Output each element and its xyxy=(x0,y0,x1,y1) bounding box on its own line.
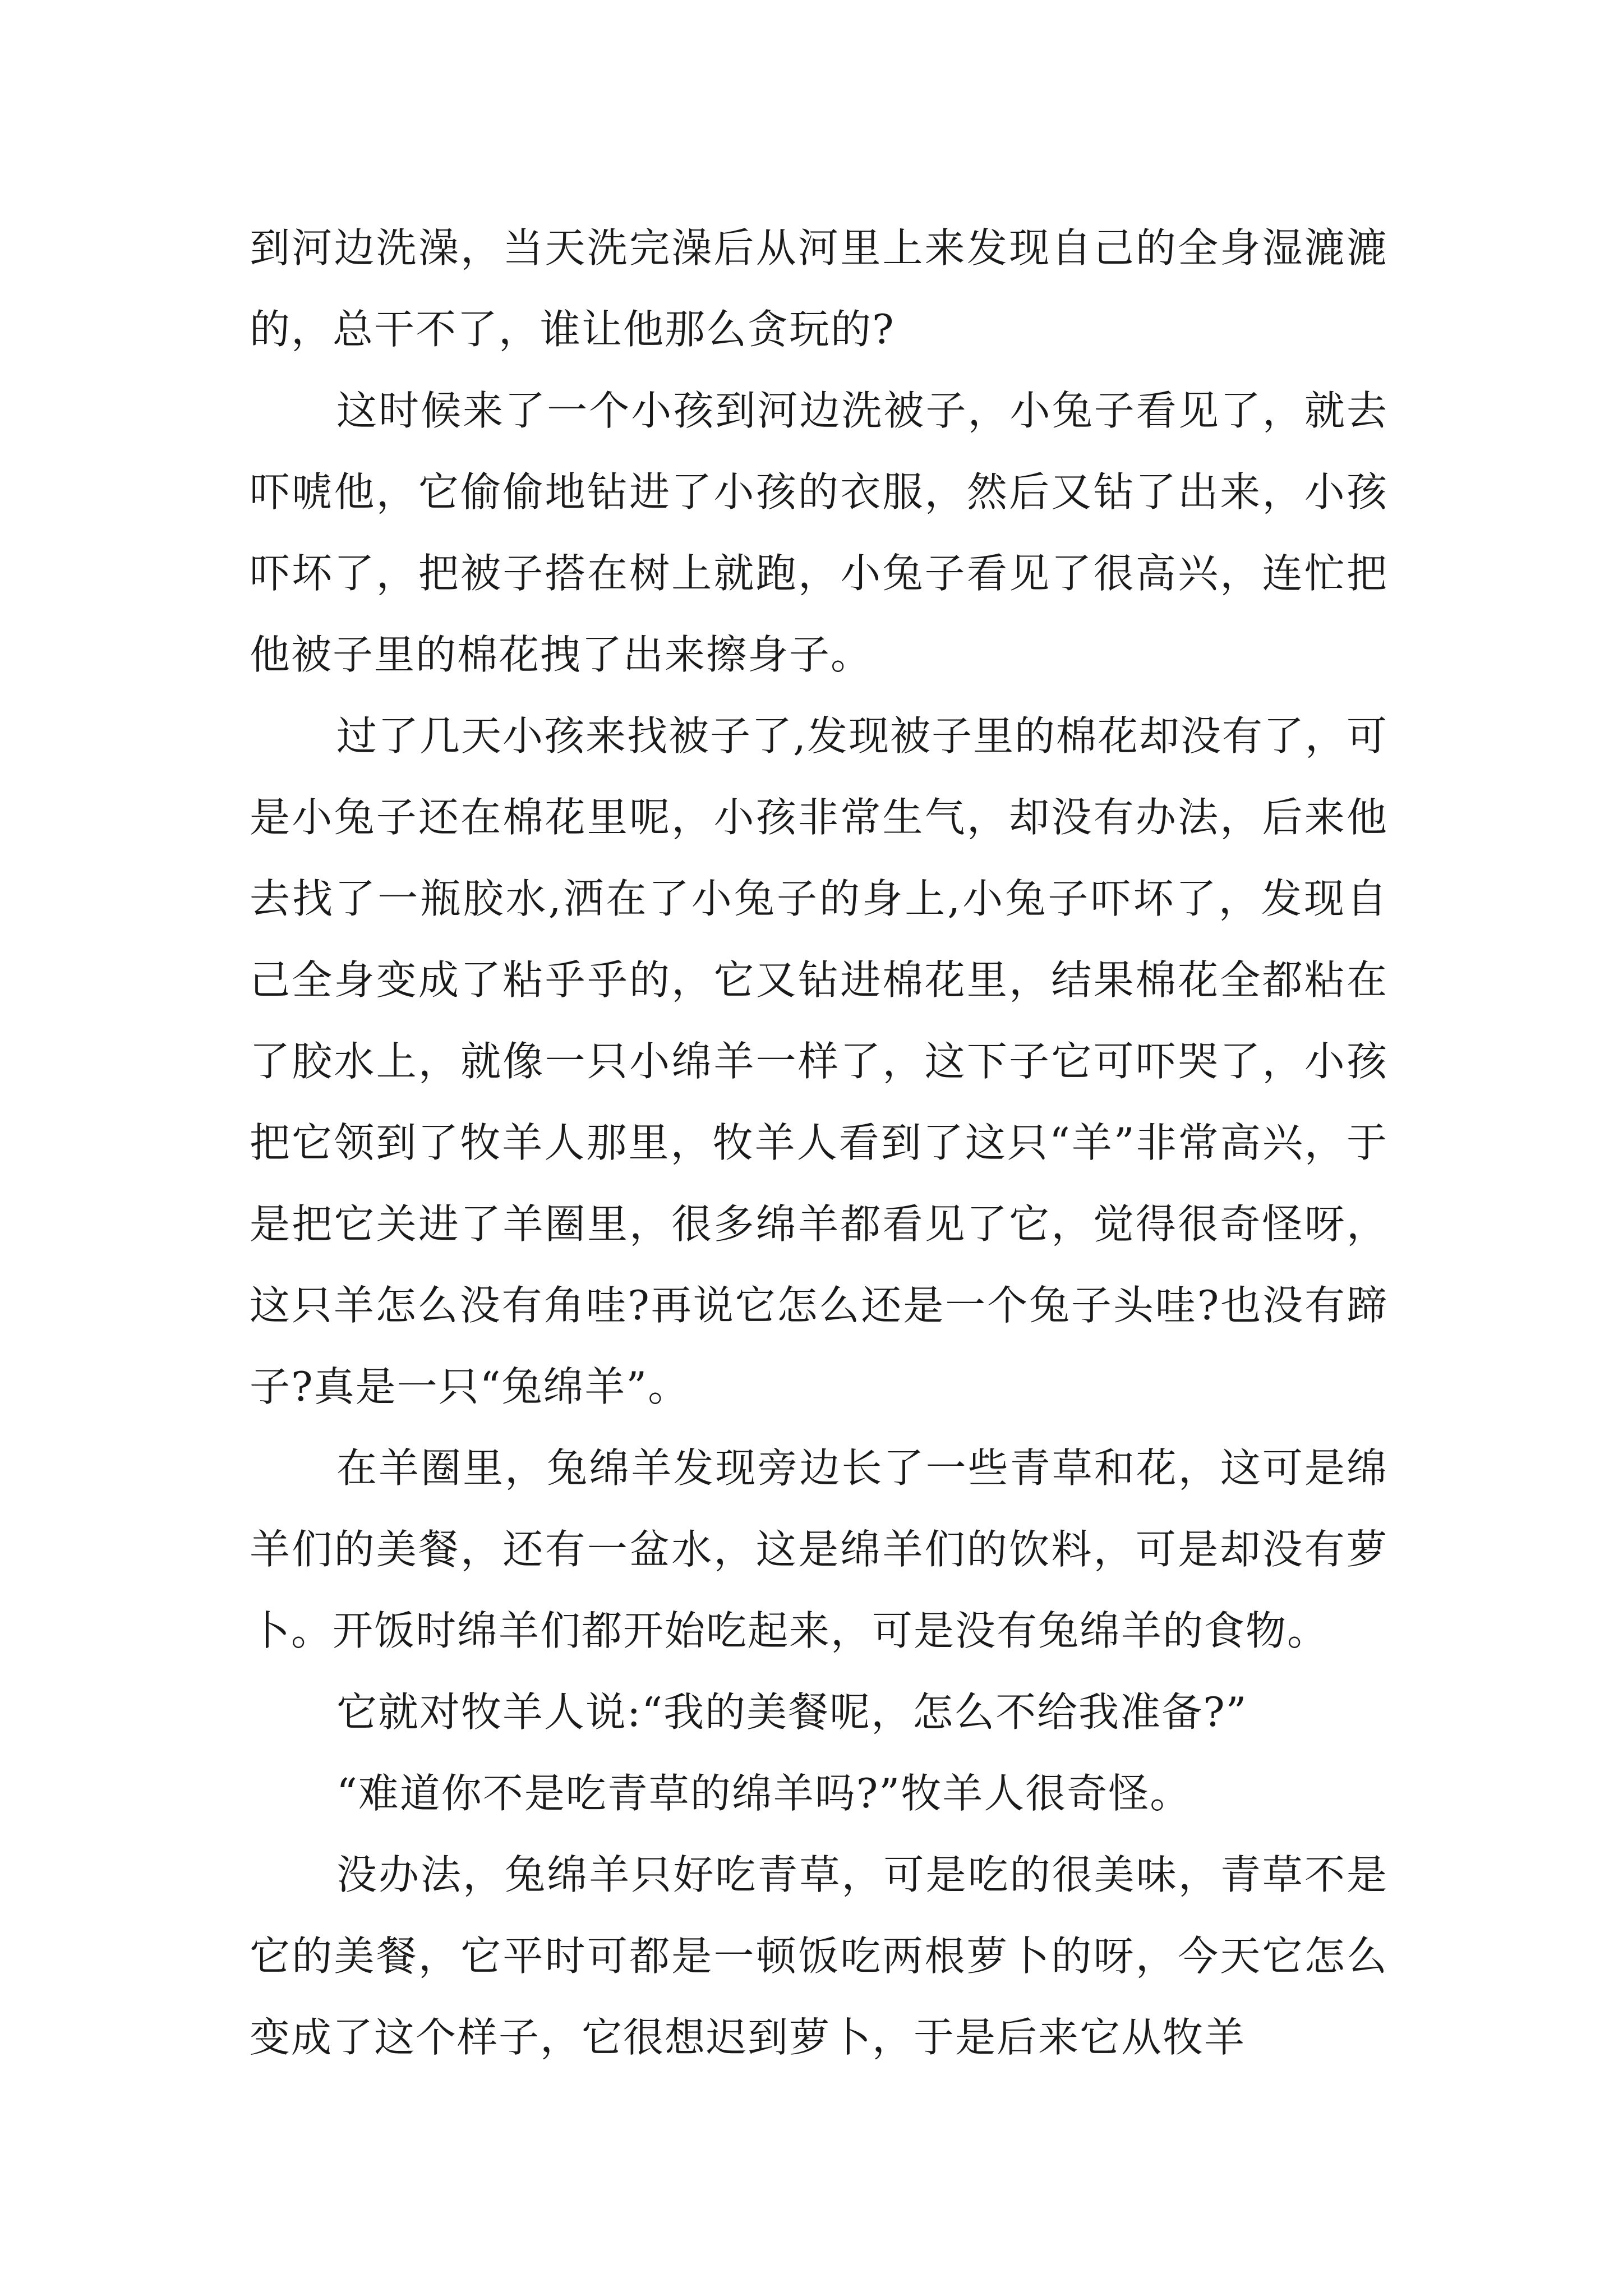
body-text xyxy=(250,208,1388,2078)
paragraph: 到河边洗澡，当天洗完澡后从河里上来发现自己的全身湿漉漉的，总干不了，谁让他那么贪玩的? xyxy=(250,224,1388,353)
paragraph: 在羊圈里，兔绵羊发现旁边长了一些青草和花，这可是绵羊们的美餐，还有一盆水，这是绵羊们的饮料，可是却没有萝卜。开饭时绵羊们都开始吃起来，可是没有兔绵羊的食物。 xyxy=(250,1444,1388,1654)
paragraph: “难道你不是吃青草的绵羊吗?”牧羊人很奇怪。 xyxy=(336,1770,1192,1817)
paragraph: 这时候来了一个小孩到河边洗被子，小兔子看见了，就去吓唬他，它偷偷地钻进了小孩的衣服，然后又钻了出来，小孩吓坏了，把被子搭在树上就跑，小兔子看见了很高兴，连忙把他被子里的棉花拽了出来擦身子。 xyxy=(250,387,1388,678)
paragraph: 它就对牧羊人说:“我的美餐呢，怎么不给我准备?” xyxy=(336,1688,1248,1736)
paragraph: 过了几天小孩来找被子了,发现被子里的棉花却没有了，可是小兔子还在棉花里呢，小孩非常生气，却没有办法，后来他去找了一瓶胶水,洒在了小兔子的身上,小兔子吓坏了，发现自己全身变成了粘乎乎的，它又钻进棉花里，结果棉花全都粘在了胶水上，就像一只小绵羊一样了，这下子它可吓哭了，小孩把它领到了牧羊人那里，牧羊人看到了这只“羊”非常高兴，于是把它关进了羊圈里，很多绵羊都看见了它，觉得很奇怪呀，这只羊怎么没有角哇?再说它怎么还是一个兔子头哇?也没有蹄子?真是一只“兔绵羊”。 xyxy=(250,712,1388,1410)
paragraph: 没办法，兔绵羊只好吃青草，可是吃的很美味，青草不是它的美餐，它平时可都是一顿饭吃两根萝卜的呀，今天它怎么变成了这个样子，它很想迟到萝卜，于是后来它从牧羊 xyxy=(250,1851,1388,2061)
